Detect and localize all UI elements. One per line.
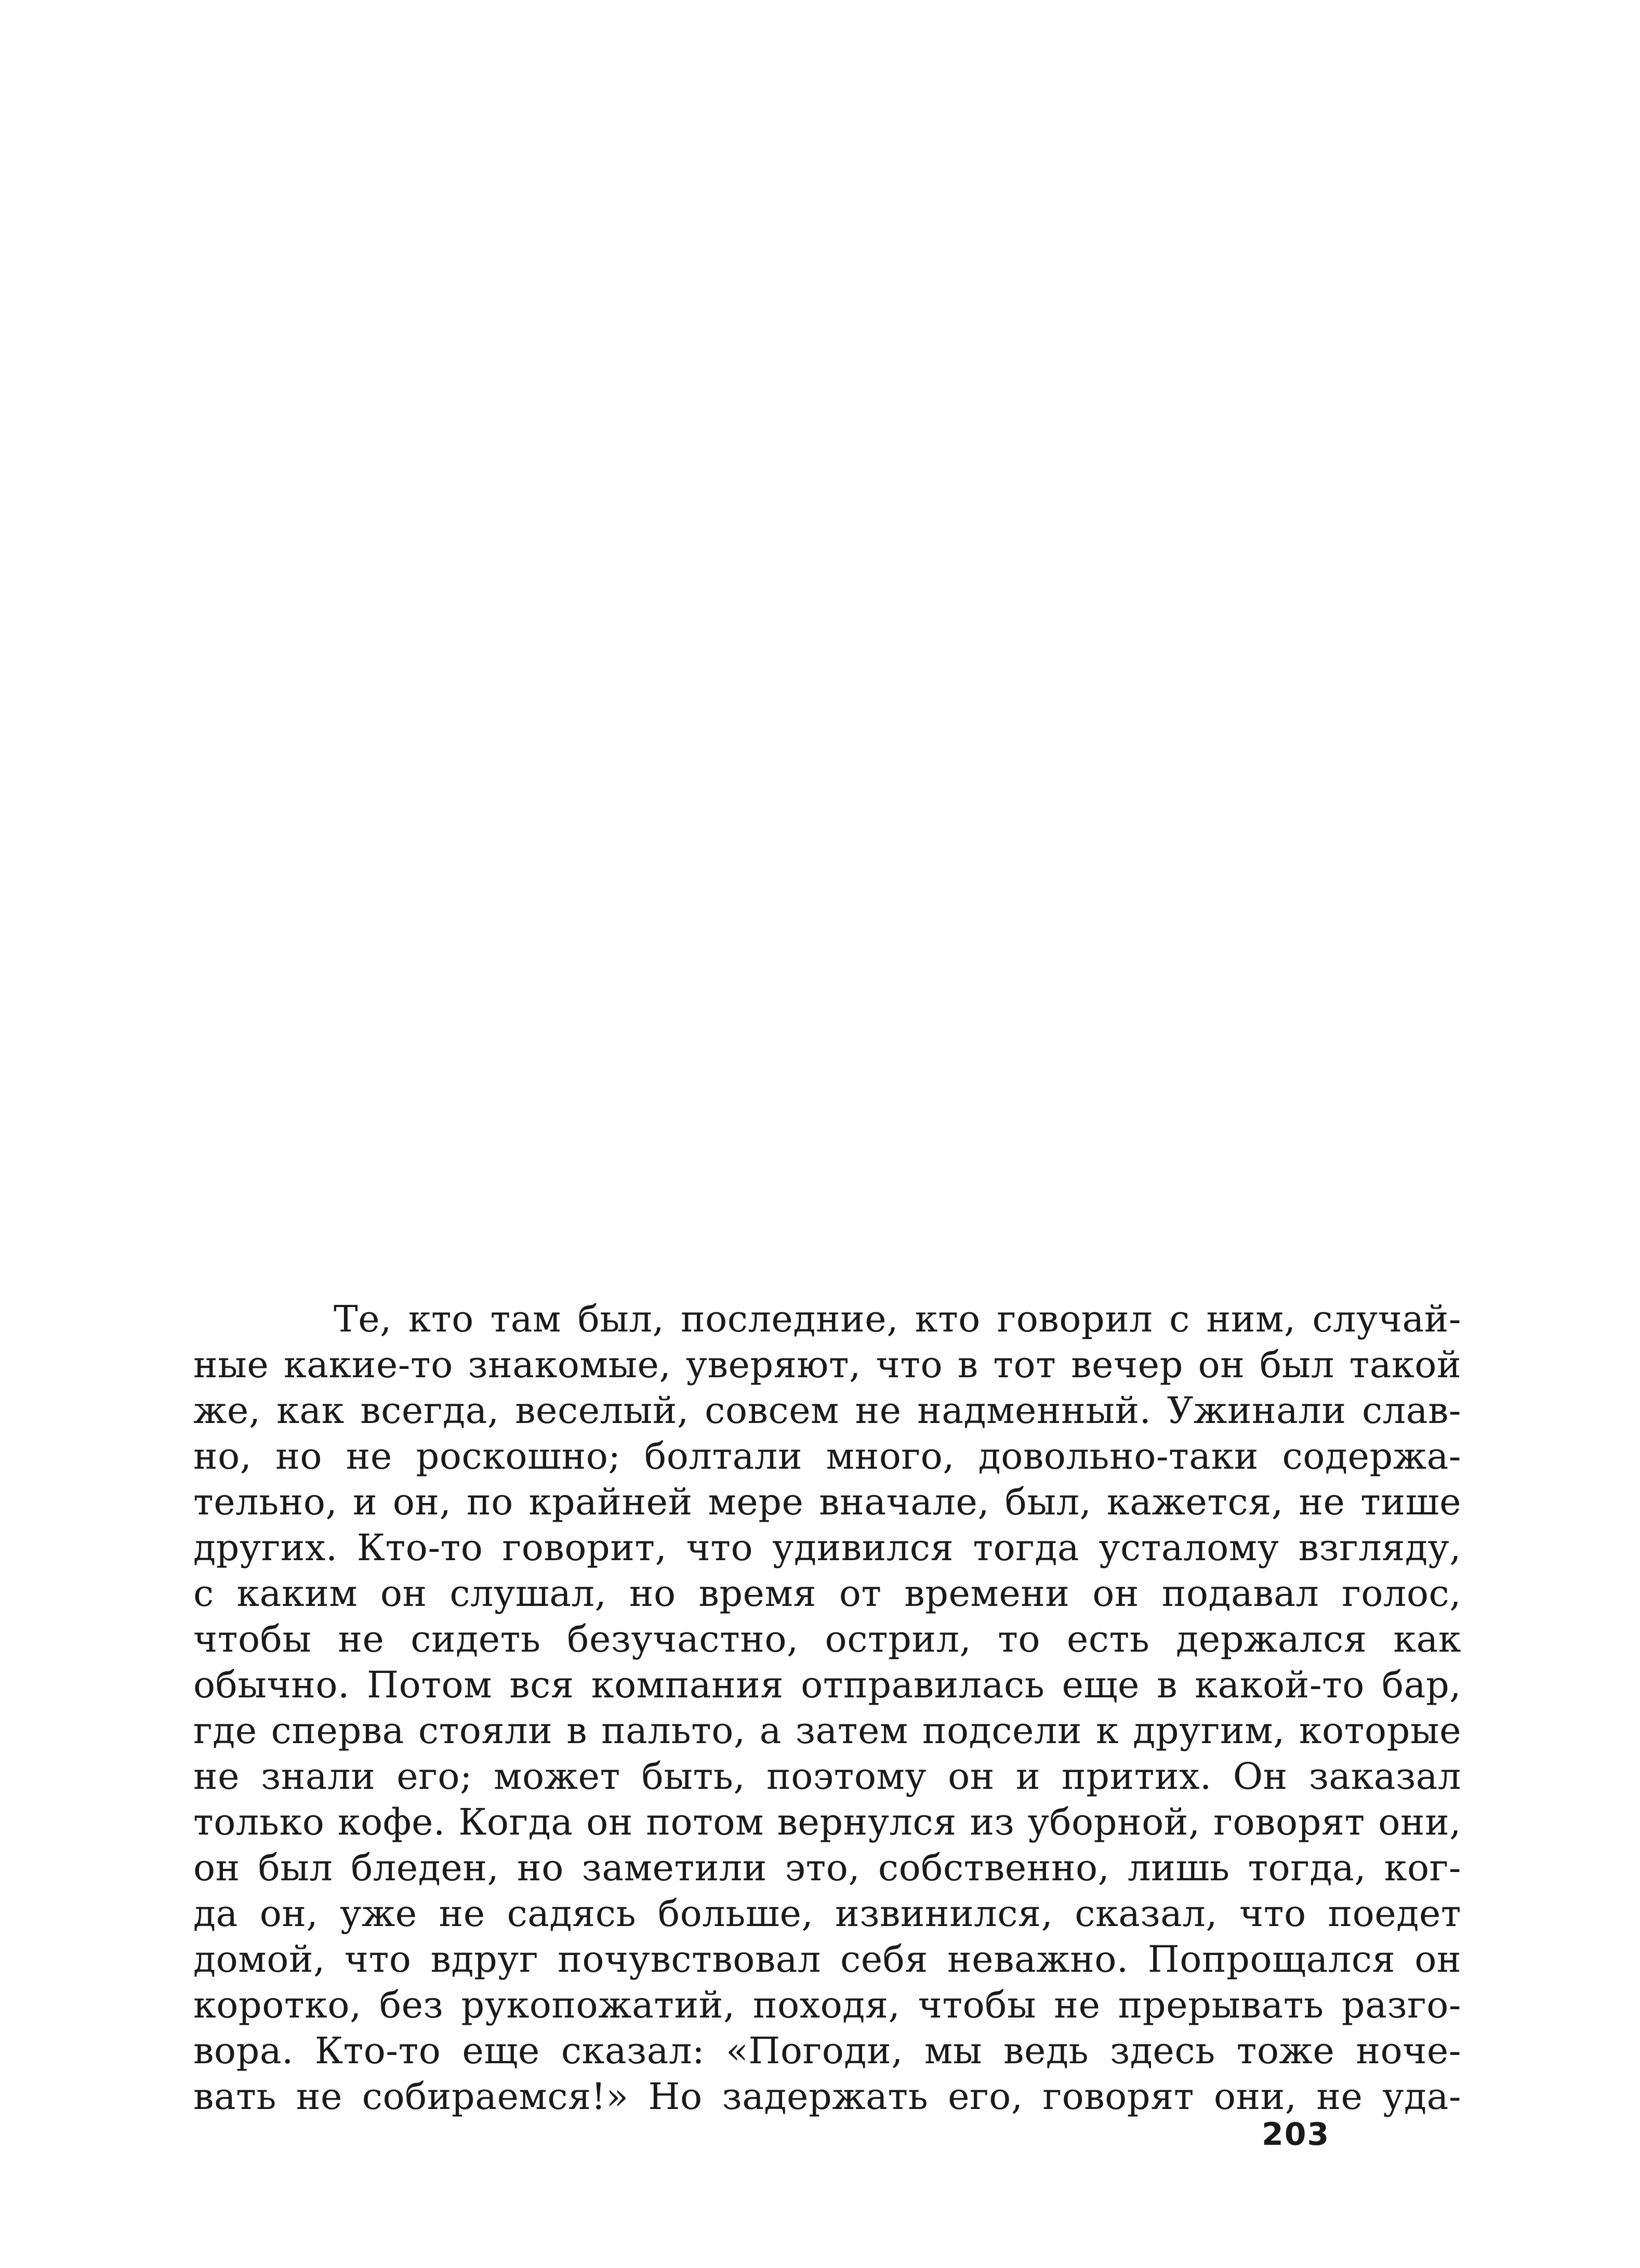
text-line: вать не собираемся!» Но задержать его, говорят они, не уда- — [193, 2075, 1461, 2118]
text-line: да он, уже не садясь больше, извинился, сказал, что поедет — [193, 1892, 1461, 1935]
text-line: только кофе. Когда он потом вернулся из уборной, говорят они, — [193, 1801, 1461, 1843]
text-line: тельно, и он, по крайней мере вначале, был, кажется, не тише — [193, 1481, 1461, 1523]
text-line: коротко, без рукопожатий, походя, чтобы не прерывать разго- — [193, 1984, 1461, 2026]
text-line: где сперва стояли в пальто, а затем подсели к другим, которые — [193, 1709, 1461, 1752]
text-line: домой, что вдруг почувствовал себя неважно. Попрощался он — [193, 1938, 1461, 1981]
page-number: 203 — [1262, 2116, 1330, 2153]
text-line: ные какие-то знакомые, уверяют, что в тот вечер он был такой — [193, 1343, 1461, 1386]
text-line: же, как всегда, веселый, совсем не надменный. Ужинали слав- — [193, 1389, 1461, 1432]
text-line: не знали его; может быть, поэтому он и притих. Он заказал — [193, 1755, 1461, 1798]
text-line: других. Кто-то говорит, что удивился тогда усталому взгляду, — [193, 1526, 1461, 1569]
body-paragraph — [193, 1296, 1461, 2119]
text-line: обычно. Потом вся компания отправилась еще в какой-то бар, — [193, 1664, 1461, 1706]
text-line: Те, кто там был, последние, кто говорил с ним, случай- — [334, 1298, 1461, 1340]
text-line: он был бледен, но заметили это, собственно, лишь тогда, ког- — [193, 1847, 1461, 1889]
text-line: чтобы не сидеть безучастно, острил, то есть держался как — [193, 1618, 1461, 1660]
text-line: с каким он слушал, но время от времени он подавал голос, — [193, 1572, 1461, 1615]
text-line: вора. Кто-то еще сказал: «Погоди, мы ведь здесь тоже ноче- — [193, 2029, 1461, 2072]
text-line: но, но не роскошно; болтали много, довольно-таки содержа- — [193, 1435, 1461, 1478]
